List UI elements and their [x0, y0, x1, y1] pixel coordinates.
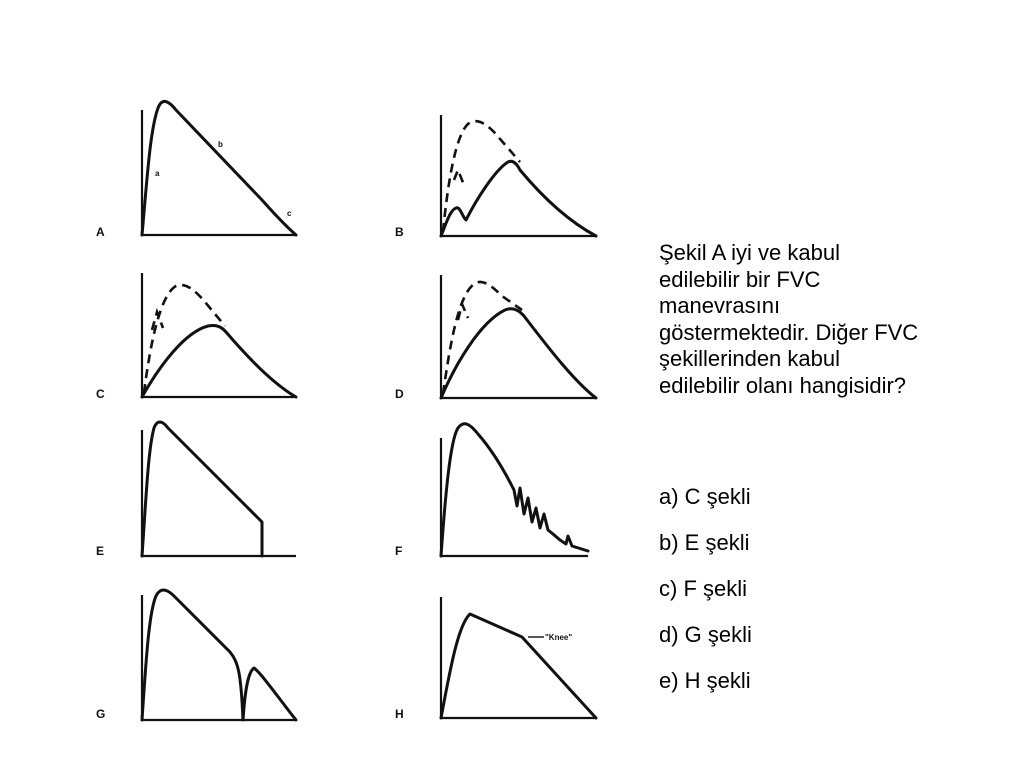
- panel-d-letter: D: [395, 387, 404, 401]
- panel-d-dashed-curve: [443, 282, 522, 394]
- option-e: e) H şekli: [659, 668, 751, 693]
- panel-a-label-a: a: [155, 169, 160, 178]
- question-line: manevrasını: [659, 293, 781, 318]
- panel-h-axis: [441, 597, 596, 718]
- panel-h-letter: H: [395, 707, 404, 721]
- panel-h-curve: [441, 614, 596, 718]
- panel-c: [96, 273, 296, 401]
- panel-b-letter: B: [395, 225, 404, 239]
- question-line: edilebilir olanı hangisidir?: [659, 372, 907, 398]
- question-line: Şekil A iyi ve kabul: [659, 240, 840, 265]
- question-line: edilebilir bir FVC: [659, 266, 821, 292]
- panel-a-curve: [142, 101, 296, 235]
- question-line: göstermektedir. Diğer FVC: [659, 319, 919, 345]
- option-a: a) C şekli: [659, 484, 751, 509]
- option-d: d) G şekli: [659, 622, 752, 647]
- panel-b: [395, 115, 596, 239]
- panel-d-dash-mark: [458, 304, 468, 320]
- panel-a-letter: A: [96, 225, 105, 239]
- option-c: c) F şekli: [659, 576, 747, 601]
- panel-d-curve: [441, 309, 596, 398]
- panel-f-letter: F: [395, 544, 403, 558]
- panel-h-annotation: "Knee": [545, 633, 573, 642]
- panel-g: [96, 590, 296, 721]
- panel-e: [96, 422, 296, 558]
- panel-a-label-b: b: [218, 140, 223, 149]
- panel-e-curve: [142, 422, 262, 556]
- question-text: [659, 240, 989, 399]
- answer-options: [659, 484, 989, 714]
- panel-e-axis: [142, 430, 296, 556]
- panel-d-axis: [441, 275, 596, 398]
- panel-h: [395, 597, 596, 721]
- panel-g-axis: [142, 595, 296, 720]
- panel-a-label-c: c: [287, 209, 292, 218]
- option-b: b) E şekli: [659, 530, 750, 555]
- panel-a: [96, 101, 296, 239]
- panel-c-dash-mark: [152, 312, 163, 330]
- question-line: şekillerinden kabul: [659, 346, 840, 371]
- panel-g-letter: G: [96, 707, 106, 721]
- panel-d: [395, 275, 596, 401]
- panel-f-curve: [441, 424, 588, 556]
- panel-b-curve: [441, 161, 596, 236]
- panel-g-curve: [142, 590, 296, 720]
- panel-b-dash-mark: [454, 170, 464, 185]
- panel-e-letter: E: [96, 544, 105, 558]
- panel-f: [395, 424, 588, 558]
- panel-a-axis: [142, 110, 296, 235]
- panel-c-letter: C: [96, 387, 105, 401]
- panel-c-curve: [142, 326, 296, 397]
